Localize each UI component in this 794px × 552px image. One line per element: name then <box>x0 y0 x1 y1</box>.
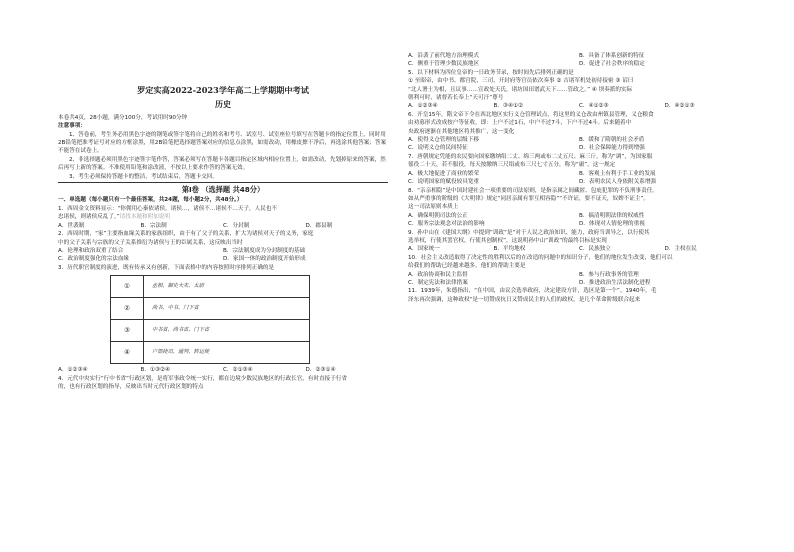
q2-opt-c: C．政治制度强化的宗法血缘 <box>58 256 130 263</box>
q4-line2: 的，也有行政区划的指导，反映出当时元代行政区划的特点 <box>58 383 204 390</box>
notice-label: 注意事项： <box>58 123 86 130</box>
q1-line1: 1．西周金文资料显示：“你佣用心秦依诸侯，诸侯…，诸侯不…诸侯不…天子，人民也不 <box>58 205 278 212</box>
q3-table <box>110 275 310 364</box>
q10-options <box>408 271 750 288</box>
q8-opt-b: B．搞清明朝法律的权威性 <box>579 212 645 219</box>
q2-line2: 中的父子关系与宗族的父子关系推衍为诸侯与王的臣属关系，这反映出当时 <box>58 239 243 246</box>
q3-row-4: 户部使司、通判、转运使 <box>144 342 310 364</box>
q3-options <box>58 366 388 374</box>
q6-line3: 央政府逐渐在其他地区将其推广，这一变化 <box>408 128 515 135</box>
q7-opt-a: A．极大地促进了商业的繁荣 <box>408 170 479 177</box>
q9-opt-c: C．民族独立 <box>579 246 611 253</box>
notice-3: 3、考生必须保持答题卡的整洁，考试结束后，答题卡交回。 <box>69 173 218 180</box>
q5-opt-a: A．①②③④ <box>408 103 438 110</box>
subject-title: 历史 <box>215 100 231 110</box>
notice-1: 1、答卷前，考生务必用黑色字迹的钢笔或签字笔将自己的姓名和考号、试室号、试室座位号填写在答题卡的指定位置上，同时用2B铅笔把准考证号对应的方框涂黑，用2B铅笔把选择题答案对应的信息点涂黑，如需改动，用橡皮擦干净后，再选涂其他答案；答案不能答在试卷上。 <box>58 131 387 155</box>
q10-opt-c: C．制定宪法和法律措案 <box>408 279 468 286</box>
q1-line2: 忠诸侯，则诸侯反乱了，”请找本题和附加说明 <box>58 214 170 221</box>
q4-opt-a: A．沿袭了前代地方治理模式 <box>408 53 479 59</box>
q5-line4: 朝利可时，诸督若长奉上“天可汗”尊号 <box>408 95 504 102</box>
q6-line2: 由劝募形式改成按户等征收，即：上户不过1石，中户不过7斗，下户不过4斗。后来随着中 <box>408 120 632 127</box>
q6-opt-d: D．社会保障能力得到增强 <box>579 145 645 152</box>
section-title: 第Ⅰ卷 （选择题 共48分） <box>181 185 265 195</box>
q10-opt-a: A．政治协商和民主监督 <box>408 271 468 278</box>
q9-opt-d: D．主权在民 <box>664 246 697 253</box>
q5-opt-d: D．④②①③ <box>664 103 695 110</box>
q10-opt-b: B．参与行政事务的管理 <box>579 271 639 278</box>
q1-hint: 请找本题和附加说明 <box>119 214 170 221</box>
table-row: ③ 中书省、尚书省、门下省 <box>111 320 310 342</box>
q2-opt-d: D．家国一体的政治制度开始形成 <box>223 256 306 263</box>
q4-opt-b: B．具备了体系创新的特征 <box>579 53 645 59</box>
q3-opt-c: C．②①③④ <box>223 367 253 374</box>
q1-options <box>58 222 388 230</box>
q5-opt-c: C．④①②③ <box>579 103 609 110</box>
q7-opt-c: C．说明国家的赋役较具宽重 <box>408 179 480 186</box>
q3-opt-a: A．①②③④ <box>58 367 88 374</box>
q10-line2: 给我们的帮助已经越来越多，他们的帮助主要是 <box>408 263 526 270</box>
q5-line1: 5．以下材料为四位皇帝的一日政务节录，按时间先后排列正确的是 <box>408 69 574 76</box>
q3-row-2: 尚书、中书、门下省 <box>144 298 310 320</box>
q8-line1: 8．“亲亲相隐”是中国封建社会一项重要的司法原则，是指亲属之间藏匿、包庇犯罪的不负刑事责任。 <box>408 187 658 194</box>
q3-row-1: 丞相、御史大夫、太尉 <box>144 276 310 298</box>
right-column <box>408 52 750 304</box>
q3-opt-d: D．②③①④ <box>305 367 336 374</box>
q8-opt-d: D．体现对人情伦理的重视 <box>579 221 645 228</box>
q10-line1: 10．社会主义改造取得了决定性的胜利以后的在改造的问题中的知识分子，他们的地位发生改变，他们可以 <box>408 254 673 261</box>
q7-line2: 徭役二十天，若不服役，每天按缴纳三尺绢或布三尺七寸五分，称为“庸”。这一规定 <box>408 162 616 169</box>
q2-opt-a: A．伦理和政治双重了结合 <box>58 247 124 254</box>
q3-row-3: 中书省、尚书省、门下省 <box>144 320 310 342</box>
q6-opt-a: A．使得义仓管理的层级下移 <box>408 137 479 144</box>
left-column <box>58 0 388 391</box>
q9-line2: 选举权，行使其罢官权，行使其创制权”，这说明孙中山“训政”的最终目标是实现 <box>408 237 607 244</box>
q5-options <box>408 102 750 110</box>
q2-line1: 2．西周时期，“家”主要指血缘关系的家族组织，由于有了父子的关系，扩大为诸侯对天子的义务，家庭 <box>58 231 314 238</box>
q4-line1: 4．元代中央实行“行中书省”行政区划，是将军事政令统一实行，都在边境少数民族地区的行政长官，有时直接于行省 <box>58 375 348 382</box>
q6-opt-b: B．缓和了隋朝的社会矛盾 <box>579 137 645 144</box>
exam-meta: 本卷共4页，28小题，满分100分，考试用时90分钟 <box>58 114 188 121</box>
q9-options <box>408 245 750 253</box>
q11-line1: 11．1939年，朱德指出，“在中国，由议会选举政府，决定建设方针，选区是第一个”。1940年，毛 <box>408 288 657 295</box>
q8-opt-c: C．服务宗法观念对法治的影响 <box>408 221 485 228</box>
q7-line1: 7．唐朝规定凭能的农民要向国家缴纳绢二丈、绵三两或布二丈五尺、麻三斤，称为“调”，为国家服 <box>408 153 653 160</box>
q5-opt-b: B．③④①② <box>493 103 523 110</box>
single-choice-heading: 一、单选题（每小题只有一个最佳答案，共24题，每小题2分，共48分。） <box>58 197 243 204</box>
table-row: ④ 户部使司、通判、转运使 <box>111 342 310 364</box>
q8-options <box>408 212 750 229</box>
q8-opt-a: A．确保明朝司法的公正 <box>408 212 468 219</box>
q2-options <box>58 247 388 264</box>
q7-opt-d: D．表明农民人身依附关系增强 <box>579 179 657 186</box>
q4-opt-c: C．侧重于管理少数民族地区 <box>408 61 480 68</box>
q9-opt-b: B．平均地权 <box>493 246 526 253</box>
table-row: ① 丞相、御史大夫、太尉 <box>111 276 310 298</box>
q6-options <box>408 136 750 153</box>
q5-line3: “北人署士为相，且议事……宣政处天氏，诸坊国田谱武天下……管政之。” ④ 坝奏派的实际 <box>408 86 633 93</box>
q8-line3: 这一司法原则本质上 <box>408 204 459 211</box>
q6-opt-c: C．说明义仓的民间特征 <box>408 145 468 152</box>
q8-line2: 如从严重事的阶级的《大明律》规定“同居亲属有罪互相容隐”“不许证，要不证天，奴婢不证主”。 <box>408 195 649 202</box>
q4-options <box>408 52 750 69</box>
q3-line1: 3．历代职官制度的演进，既有传承又有创新，下面表格中的内容按照时序排列正确的是 <box>58 264 275 271</box>
q2-opt-b: B．宗法制度成为分封制度的基础 <box>223 247 306 254</box>
q9-line1: 9．孙中山在《建国大纲》中提到“训政”是“对于人民之政治知识、能力，政府当训导之，以行使其 <box>408 229 650 236</box>
q1-opt-d: D．郡县制 <box>305 222 333 229</box>
q3-opt-b: B．①③②④ <box>140 367 170 374</box>
q1-opt-b: B．宗法制 <box>140 222 167 229</box>
q5-line2: ① 至昭帝，由中书、都宫院、三司、开封府等官员依次奏事 ② 吉诸军机处初待接密 ③ 诏曰 <box>408 78 634 85</box>
q1-opt-c: C．分封制 <box>223 222 250 229</box>
q4-opt-d: D．促进了社会秩序的稳定 <box>579 61 645 68</box>
table-row: ② 尚书、中书、门下省 <box>111 298 310 320</box>
divider <box>58 182 388 183</box>
q7-options <box>408 170 750 187</box>
q1-opt-a: A．世袭制 <box>58 222 85 229</box>
q7-opt-b: B．客观上有利于手工业的发展 <box>579 170 656 177</box>
q6-line1: 6．开皇15年，隋文帝下令在西北地区实行义仓管理试点，将这里的义仓改由州镇县管理，义仓粮食 <box>408 111 654 118</box>
exam-title: 罗定实高2022-2023学年高二上学期期中考试 <box>137 85 309 95</box>
q11-line2: 泽东再次强调，这种政权“是一切赞成抗日又赞成民主的人们的政权，是几个革命阶级联合起来 <box>408 296 641 303</box>
q9-opt-a: A．国家统一 <box>408 246 440 253</box>
notice-2: 2、非选择题必须用黑色字迹签字笔作答，答案必须写在答题卡各题目指定区域内相应位置上，如需改动，先划掉原来的答案，然后再写上新的答案。不准使用铅笔和涂改液，不按以上要求作答的答案无效。 <box>58 156 386 172</box>
q10-opt-d: D．推进政治生活法制化进程 <box>579 279 651 286</box>
